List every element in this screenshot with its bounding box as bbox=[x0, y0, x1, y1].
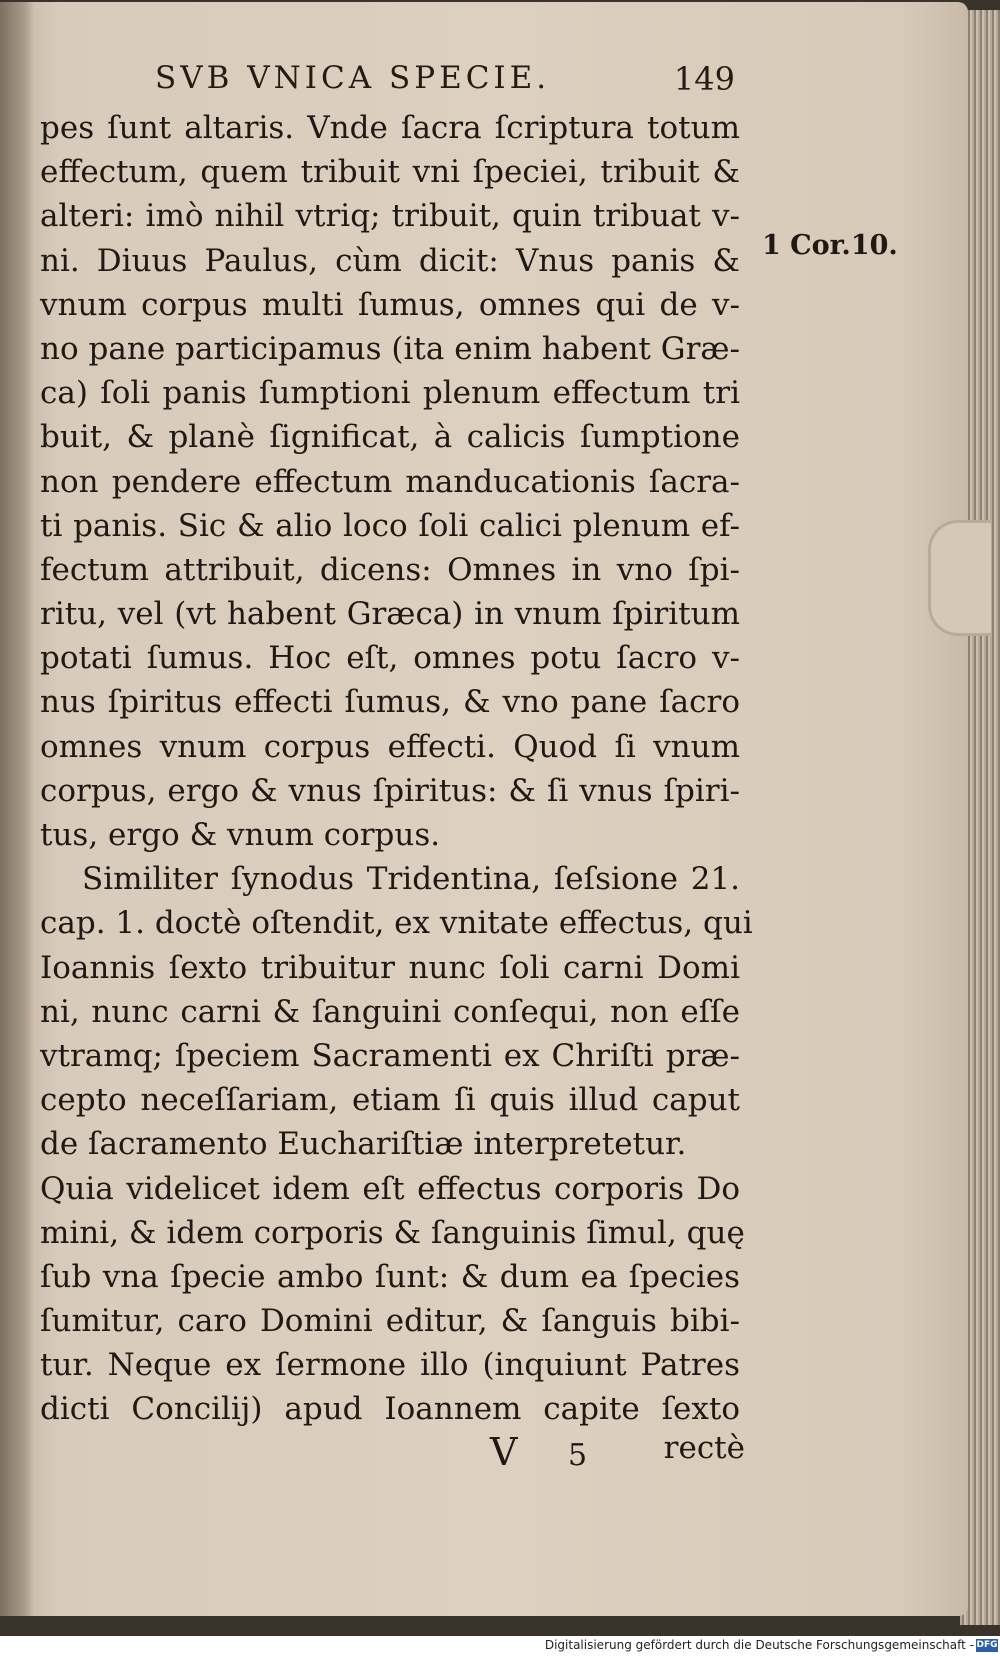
text-line: ſub vna ſpecie ambo ſunt: & dum ea ſpecies bbox=[40, 1258, 740, 1295]
text-line: omnes vnum corpus effecti. Quod ſi vnum bbox=[40, 728, 740, 765]
dfg-logo: DFG bbox=[976, 1640, 998, 1650]
text-line: tur. Neque ex ſermone illo (inquiunt Patres bbox=[40, 1347, 740, 1384]
text-line: Ioannis ſexto tribuitur nunc ſoli carni Domi bbox=[40, 949, 740, 986]
text-line: cap. 1. doctè oſtendit, ex vnitate effectus, qui bbox=[40, 905, 753, 942]
book-clasp bbox=[928, 520, 991, 636]
text-line: vtramq; ſpeciem Sacramenti ex Chriſti præ- bbox=[40, 1037, 740, 1074]
catchword: rectè bbox=[663, 1430, 745, 1466]
signature-mark: V bbox=[490, 1430, 518, 1474]
text-line: vnum corpus multi ſumus, omnes qui de v- bbox=[40, 286, 740, 323]
text-line: ni, nunc carni & ſanguini conſequi, non eſſe bbox=[40, 993, 740, 1030]
text-line: non pendere effectum manducationis ſacra- bbox=[40, 463, 740, 500]
text-line: de ſacramento Euchariſtiæ interpretetur. bbox=[40, 1126, 687, 1163]
text-line: ni. Diuus Paulus, cùm dicit: Vnus panis & bbox=[40, 242, 740, 279]
text-line: ca) ſoli panis ſumptioni plenum effectum tri bbox=[40, 375, 740, 412]
running-title: SVB VNICA SPECIE. bbox=[155, 60, 551, 96]
text-line: ritu, vel (vt habent Græca) in vnum ſpiritum bbox=[40, 596, 740, 633]
text-line: ti panis. Sic & alio loco ſoli calici plenum ef- bbox=[40, 507, 740, 544]
marginal-reference: 1 Cor.10. bbox=[762, 230, 898, 261]
text-line: tus, ergo & vnum corpus. bbox=[40, 817, 441, 853]
text-line: effectum, quem tribuit vni ſpeciei, tribuit & bbox=[40, 154, 740, 191]
running-header bbox=[155, 60, 735, 104]
text-line: pes ſunt altaris. Vnde ſacra ſcriptura totum bbox=[40, 110, 740, 146]
text-line: mini, & idem corporis & ſanguinis ſimul, quę bbox=[40, 1214, 745, 1251]
text-line: dicti Concilij) apud Ioannem capite ſexto bbox=[40, 1391, 740, 1428]
text-line: Similiter ſynodus Tridentina, ſeſsione 21. bbox=[82, 861, 740, 898]
funding-credit: Digitalisierung gefördert durch die Deutsche Forschungsgemeinschaft - bbox=[544, 1638, 974, 1652]
page-footer bbox=[490, 1430, 745, 1474]
text-line: cepto neceſſariam, etiam ſi quis illud caput bbox=[40, 1082, 740, 1119]
text-line: potati ſumus. Hoc eſt, omnes potu ſacro v- bbox=[40, 640, 740, 677]
text-line: nus ſpiritus effecti ſumus, & vno pane ſacro bbox=[40, 684, 740, 721]
book-page bbox=[0, 2, 968, 1616]
binding-gutter bbox=[0, 2, 34, 1616]
text-line: fectum attribuit, dicens: Omnes in vno ſpi- bbox=[40, 551, 740, 588]
text-line: alteri: imò nihil vtriq; tribuit, quin tribuat v- bbox=[40, 198, 740, 235]
signature-number: 5 bbox=[568, 1438, 588, 1473]
body-text bbox=[40, 106, 753, 1432]
credit-bar bbox=[0, 1636, 1000, 1656]
text-line: Quia videlicet idem eſt effectus corporis Do bbox=[40, 1170, 740, 1207]
text-line: no pane participamus (ita enim habent Græ- bbox=[40, 330, 740, 367]
text-line: ſumitur, caro Domini editur, & ſanguis bibi- bbox=[40, 1303, 740, 1340]
page-number: 149 bbox=[673, 60, 735, 98]
text-line: corpus, ergo & vnus ſpiritus: & ſi vnus ſpiri- bbox=[40, 772, 740, 809]
text-line: buit, & planè ſignificat, à calicis ſumptione bbox=[40, 419, 740, 456]
